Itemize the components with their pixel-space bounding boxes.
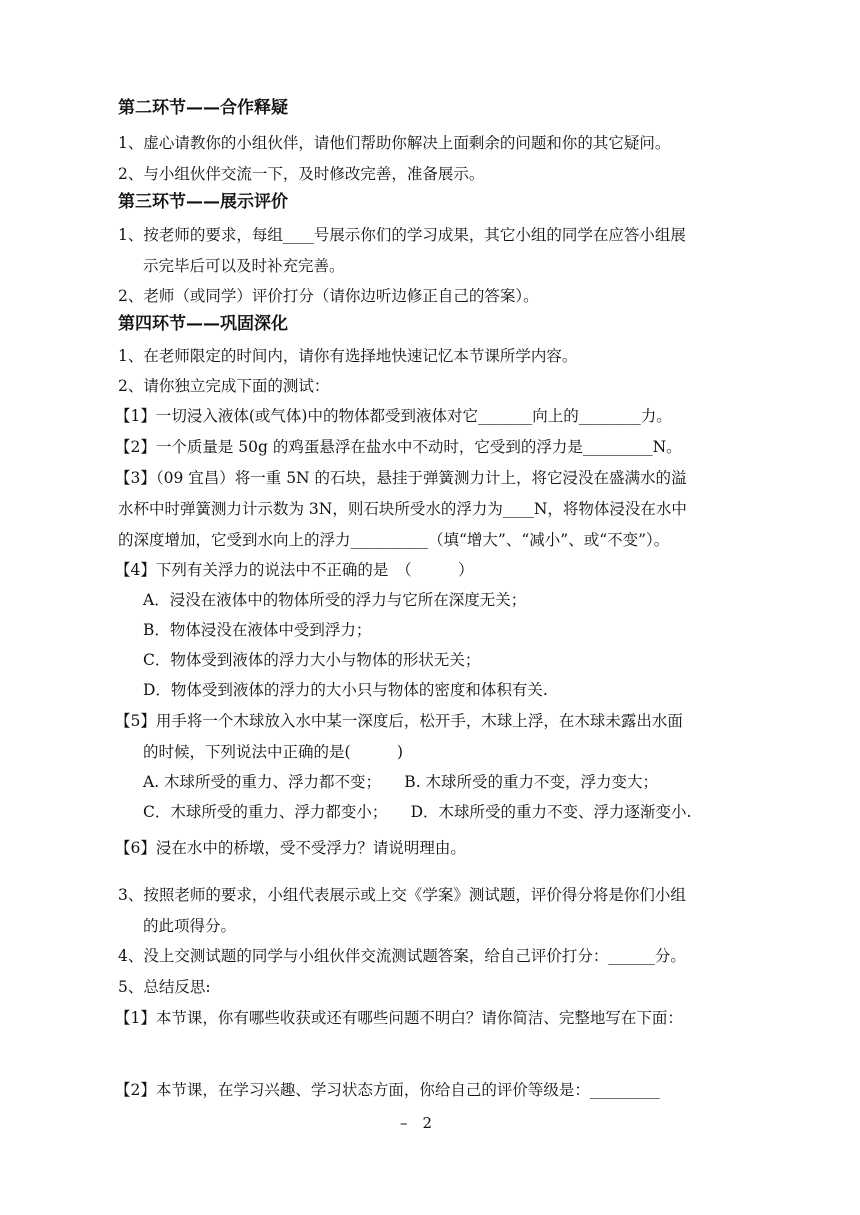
text-line: 【1】一切浸入液体(或气体)中的物体都受到液体对它_______向上的________力。 bbox=[115, 407, 672, 425]
text-line: D．物体受到液体的浮力的大小只与物体的密度和体积有关. bbox=[143, 681, 548, 699]
text-line: B．物体浸没在液体中受到浮力； bbox=[143, 621, 372, 639]
text-line: 5、总结反思: bbox=[118, 978, 211, 996]
text-line: 【6】浸在水中的桥墩，受不受浮力？请说明理由。 bbox=[115, 839, 466, 857]
text-line: 水杯中时弹簧测力计示数为 3N，则石块所受水的浮力为____N，将物体浸没在水中 bbox=[118, 500, 687, 518]
text-line: 4、没上交测试题的同学与小组伙伴交流测试题答案，给自己评价打分：______分。 bbox=[118, 947, 686, 965]
text-line: C．物体受到液体的浮力大小与物体的形状无关； bbox=[143, 651, 481, 669]
text-line: 2、与小组伙伴交流一下，及时修改完善，准备展示。 bbox=[118, 165, 485, 183]
text-line: 的此项得分。 bbox=[143, 917, 237, 935]
text-line: 2、请你独立完成下面的测试： bbox=[118, 377, 330, 395]
text-line: 1、虚心请教你的小组伙伴，请他们帮助你解决上面剩余的问题和你的其它疑问。 bbox=[118, 134, 671, 152]
text-line: 的时候，下列说法中正确的是( ) bbox=[143, 743, 404, 761]
text-line: 【5】用手将一个木球放入水中某一深度后，松开手，木球上浮，在木球未露出水面 bbox=[115, 712, 683, 730]
text-line: A．浸没在液体中的物体所受的浮力与它所在深度无关； bbox=[143, 591, 527, 609]
section-heading: 第三环节——展示评价 bbox=[118, 192, 288, 212]
text-line: 的深度增加，它受到水向上的浮力__________（填“增大”、“减小”、或“不变”）。 bbox=[118, 531, 670, 549]
text-line: 【1】本节课，你有哪些收获或还有哪些问题不明白？请你简洁、完整地写在下面： bbox=[115, 1009, 683, 1027]
text-line: 3、按照老师的要求，小组代表展示或上交《学案》测试题，评价得分将是你们小组 bbox=[118, 886, 686, 904]
text-line: 【2】本节课，在学习兴趣、学习状态方面，你给自己的评价等级是：_________ bbox=[115, 1081, 660, 1099]
text-line: 【3】（09 宜昌）将一重 5N 的石块，悬挂于弹簧测力计上，将它浸没在盛满水的溢 bbox=[115, 469, 687, 487]
text-line: 2、老师（或同学）评价打分（请你边听边修正自己的答案）。 bbox=[118, 287, 539, 305]
text-line: 【4】下列有关浮力的说法中不正确的是 （ ） bbox=[115, 561, 474, 579]
section-heading: 第二环节——合作释疑 bbox=[118, 98, 288, 118]
text-line: A. 木球所受的重力、浮力都不变； B. 木球所受的重力不变，浮力变大； bbox=[143, 773, 659, 791]
text-line: 【2】一个质量是 50g 的鸡蛋悬浮在盐水中不动时，它受到的浮力是_________N。 bbox=[115, 438, 682, 456]
section-heading: 第四环节——巩固深化 bbox=[118, 314, 288, 334]
text-line: C．木球所受的重力、浮力都变小； D．木球所受的重力不变、浮力逐渐变小. bbox=[143, 803, 692, 821]
text-line: 1、在老师限定的时间内，请你有选择地快速记忆本节课所学内容。 bbox=[118, 347, 578, 365]
text-line: 示完毕后可以及时补充完善。 bbox=[143, 257, 345, 275]
page-number: – 2 bbox=[400, 1114, 433, 1132]
text-line: 1、按老师的要求，每组____号展示你们的学习成果，其它小组的同学在应答小组展 bbox=[118, 226, 686, 244]
